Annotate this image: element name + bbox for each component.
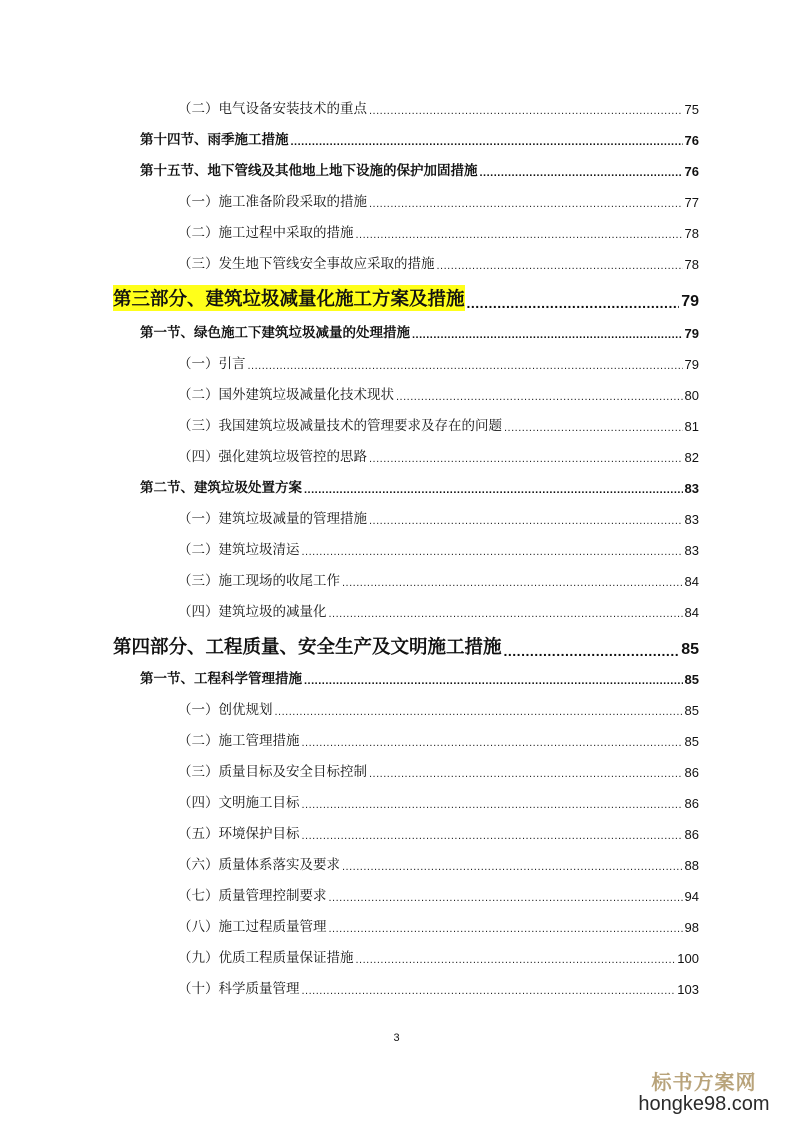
toc-part-entry[interactable]	[113, 631, 699, 659]
toc-entry-number: （七）	[178, 888, 219, 904]
toc-entry-title: 施工过程质量管理	[218, 919, 327, 935]
toc-entry-number: （六）	[178, 857, 219, 873]
toc-entry-title: 环境保护目标	[218, 826, 300, 842]
toc-entry-page: 103	[677, 982, 699, 997]
toc-entry-number: （二）	[178, 733, 219, 749]
toc-entry-page: 86	[684, 765, 699, 780]
toc-entry-page: 84	[684, 574, 699, 589]
toc-subsection-entry[interactable]	[178, 188, 699, 210]
dot-leader	[302, 799, 683, 811]
site-watermark-logo	[629, 1066, 779, 1116]
toc-entry-page: 75	[684, 102, 699, 117]
toc-entry-title: 建筑垃圾减量的管理措施	[218, 511, 367, 527]
toc-subsection-entry[interactable]	[178, 913, 699, 935]
dot-leader	[504, 422, 683, 434]
toc-entry-title: 强化建筑垃圾管控的思路	[218, 449, 367, 465]
toc-entry-page: 78	[684, 257, 699, 272]
toc-entry-page: 85	[684, 734, 699, 749]
dot-leader	[291, 136, 683, 148]
dot-leader	[412, 329, 683, 341]
toc-entry-title: 文明施工目标	[218, 795, 300, 811]
toc-entry-number: （八）	[178, 919, 219, 935]
dot-leader	[369, 453, 683, 465]
dot-leader	[342, 577, 683, 589]
toc-entry-title: 第一节、绿色施工下建筑垃圾减量的处理措施	[140, 325, 410, 341]
toc-entry-title: 电气设备安装技术的重点	[218, 101, 367, 117]
toc-entry-title: 第十四节、雨季施工措施	[140, 132, 289, 148]
dot-leader	[504, 643, 680, 659]
toc-entry-title: 我国建筑垃圾减量技术的管理要求及存在的问题	[218, 418, 502, 434]
toc-entry-number: （一）	[178, 356, 219, 372]
toc-entry-title: 质量目标及安全目标控制	[218, 764, 367, 780]
toc-entry-number: （一）	[178, 511, 219, 527]
toc-entry-page: 86	[684, 796, 699, 811]
toc-entry-title: 质量管理控制要求	[218, 888, 327, 904]
toc-entry-page: 98	[684, 920, 699, 935]
toc-entry-title: 创优规划	[218, 702, 273, 718]
toc-entry-page: 85	[684, 672, 699, 687]
toc-subsection-entry[interactable]	[178, 789, 699, 811]
toc-entry-number: （一）	[178, 702, 219, 718]
toc-entry-title: 施工现场的收尾工作	[218, 573, 340, 589]
toc-entry-title: 发生地下管线安全事故应采取的措施	[218, 256, 435, 272]
toc-subsection-entry[interactable]	[178, 727, 699, 749]
toc-entry-page: 85	[684, 703, 699, 718]
toc-entry-title: 第一节、工程科学管理措施	[140, 671, 302, 687]
dot-leader	[369, 768, 683, 780]
dot-leader	[302, 985, 676, 997]
dot-leader	[248, 360, 683, 372]
toc-entry-number: （三）	[178, 256, 219, 272]
dot-leader	[275, 706, 683, 718]
toc-entry-page: 82	[684, 450, 699, 465]
toc-entry-number: （三）	[178, 418, 219, 434]
dot-leader	[369, 515, 683, 527]
toc-entry-page: 84	[684, 605, 699, 620]
toc-entry-page: 88	[684, 858, 699, 873]
toc-subsection-entry[interactable]	[178, 443, 699, 465]
toc-subsection-entry[interactable]	[178, 95, 699, 117]
dot-leader	[369, 198, 683, 210]
toc-entry-number: （三）	[178, 764, 219, 780]
toc-entry-page: 100	[677, 951, 699, 966]
toc-entry-number: （二）	[178, 387, 219, 403]
dot-leader	[329, 923, 683, 935]
toc-subsection-entry[interactable]	[178, 820, 699, 842]
toc-entry-page: 85	[681, 641, 699, 658]
toc-entry-title: 第四部分、工程质量、安全生产及文明施工措施	[113, 637, 502, 658]
toc-subsection-entry[interactable]	[178, 696, 699, 718]
toc-entry-page: 81	[684, 419, 699, 434]
toc-entry-number: （三）	[178, 573, 219, 589]
toc-entry-page: 79	[684, 326, 699, 341]
toc-entry-page: 79	[684, 357, 699, 372]
dot-leader	[437, 260, 683, 272]
toc-entry-page: 80	[684, 388, 699, 403]
page-number: 3	[393, 1032, 400, 1044]
toc-subsection-entry[interactable]	[178, 505, 699, 527]
toc-section-entry[interactable]	[140, 474, 699, 496]
dot-leader	[302, 737, 683, 749]
toc-entry-page: 94	[684, 889, 699, 904]
toc-entry-title: 引言	[218, 356, 246, 372]
toc-entry-title: 建筑垃圾的减量化	[218, 604, 327, 620]
toc-subsection-entry[interactable]	[178, 412, 699, 434]
toc-section-entry[interactable]	[140, 157, 699, 179]
toc-entry-page: 83	[684, 512, 699, 527]
toc-subsection-entry[interactable]	[178, 975, 699, 997]
dot-leader	[302, 830, 683, 842]
toc-subsection-entry[interactable]	[178, 758, 699, 780]
toc-entry-number: （九）	[178, 950, 219, 966]
toc-entry-number: （十）	[178, 981, 219, 997]
toc-subsection-entry[interactable]	[178, 250, 699, 272]
toc-entry-title: 第三部分、建筑垃圾减量化施工方案及措施	[113, 285, 465, 311]
toc-entry-page: 76	[684, 164, 699, 179]
dot-leader	[356, 954, 676, 966]
dot-leader	[304, 484, 683, 496]
dot-leader	[356, 229, 683, 241]
toc-subsection-entry[interactable]	[178, 536, 699, 558]
toc-subsection-entry[interactable]	[178, 219, 699, 241]
toc-subsection-entry[interactable]	[178, 598, 699, 620]
dot-leader	[480, 167, 683, 179]
dot-leader	[329, 892, 683, 904]
toc-entry-title: 施工管理措施	[218, 733, 300, 749]
dot-leader	[329, 608, 683, 620]
toc-subsection-entry[interactable]	[178, 567, 699, 589]
dot-leader	[369, 105, 683, 117]
toc-entry-number: （二）	[178, 542, 219, 558]
toc-subsection-entry[interactable]	[178, 882, 699, 904]
toc-section-entry[interactable]	[140, 126, 699, 148]
toc-entry-number: （四）	[178, 449, 219, 465]
toc-entry-page: 83	[684, 543, 699, 558]
watermark-url: hongke98.com	[638, 1093, 770, 1115]
dot-leader	[304, 675, 683, 687]
toc-entry-title: 国外建筑垃圾减量化技术现状	[218, 387, 394, 403]
toc-entry-number: （四）	[178, 795, 219, 811]
watermark-chinese-text: 标书方案网	[651, 1070, 757, 1094]
dot-leader	[467, 295, 680, 311]
toc-entry-number: （四）	[178, 604, 219, 620]
toc-section-entry[interactable]	[140, 665, 699, 687]
toc-entry-title: 科学质量管理	[218, 981, 300, 997]
dot-leader	[302, 546, 683, 558]
toc-entry-number: （一）	[178, 194, 219, 210]
toc-entry-title: 施工过程中采取的措施	[218, 225, 354, 241]
toc-entry-title: 建筑垃圾清运	[218, 542, 300, 558]
toc-subsection-entry[interactable]	[178, 381, 699, 403]
toc-entry-page: 79	[681, 293, 699, 310]
toc-entry-title: 质量体系落实及要求	[218, 857, 340, 873]
toc-entry-title: 施工准备阶段采取的措施	[218, 194, 367, 210]
toc-section-entry[interactable]	[140, 319, 699, 341]
toc-entry-number: （二）	[178, 225, 219, 241]
toc-entry-page: 77	[684, 195, 699, 210]
toc-entry-page: 86	[684, 827, 699, 842]
toc-subsection-entry[interactable]	[178, 851, 699, 873]
toc-subsection-entry[interactable]	[178, 350, 699, 372]
toc-part-entry[interactable]	[113, 283, 699, 311]
dot-leader	[396, 391, 683, 403]
toc-entry-page: 83	[684, 481, 699, 496]
toc-entry-title: 第二节、建筑垃圾处置方案	[140, 480, 302, 496]
toc-entry-number: （二）	[178, 101, 219, 117]
toc-entry-page: 78	[684, 226, 699, 241]
toc-subsection-entry[interactable]	[178, 944, 699, 966]
toc-entry-number: （五）	[178, 826, 219, 842]
toc-entry-title: 优质工程质量保证措施	[218, 950, 354, 966]
dot-leader	[342, 861, 683, 873]
toc-entry-title: 第十五节、地下管线及其他地上地下设施的保护加固措施	[140, 163, 478, 179]
toc-entry-page: 76	[684, 133, 699, 148]
